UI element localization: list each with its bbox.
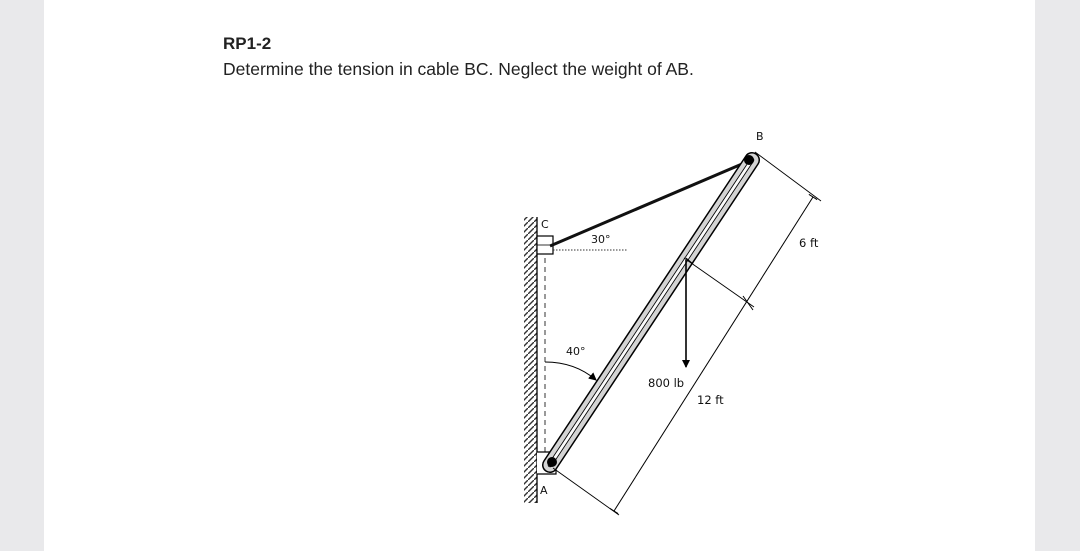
- pin-b: [744, 155, 754, 165]
- label-point-a: A: [540, 484, 548, 497]
- wall: [524, 217, 537, 503]
- label-point-c: C: [541, 218, 549, 231]
- label-load: 800 lb: [648, 376, 685, 390]
- member-ab: [550, 160, 752, 465]
- label-point-b: B: [756, 130, 764, 143]
- label-angle-40: 40°: [566, 345, 586, 358]
- angle-arc-40: [545, 362, 596, 380]
- problem-id: RP1-2: [223, 34, 272, 53]
- label-dimension-6ft: 6 ft: [799, 236, 819, 250]
- load-arrow: [686, 258, 693, 367]
- label-dimension-12ft: 12 ft: [697, 393, 724, 407]
- label-angle-30: 30°: [591, 233, 611, 246]
- problem-statement: Determine the tension in cable BC. Neglect the weight of AB.: [223, 59, 694, 79]
- pin-a: [547, 457, 557, 467]
- dimension-lines: [553, 152, 821, 515]
